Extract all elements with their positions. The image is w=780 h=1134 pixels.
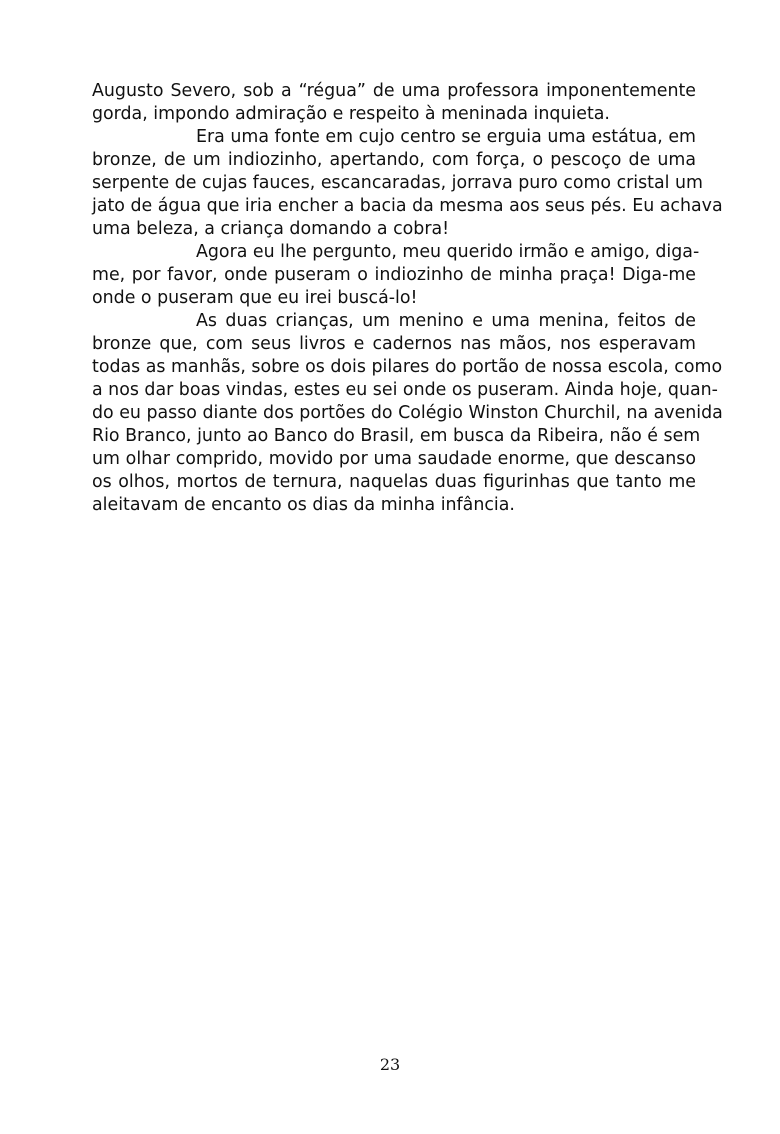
text-line: Rio Branco, junto ao Banco do Brasil, em busca da Ribeira, não é sem	[92, 426, 701, 446]
text-line: jato de água que iria encher a bacia da mesma aos seus pés. Eu achava	[92, 196, 723, 216]
text-line: um olhar comprido, movido por uma saudade enorme, que descanso	[92, 449, 696, 469]
text-line: gorda, impondo admiração e respeito à meninada inquieta.	[92, 104, 610, 124]
text-line: Era uma fonte em cujo centro se erguia uma estátua, em	[196, 127, 696, 147]
page-number: 23	[379, 1055, 401, 1074]
text-line: uma beleza, a criança domando a cobra!	[92, 219, 450, 239]
text-line: bronze, de um indiozinho, apertando, com força, o pescoço de uma	[92, 150, 696, 170]
text-line: aleitavam de encanto os dias da minha infância.	[92, 495, 515, 515]
text-line: As duas crianças, um menino e uma menina, feitos de	[196, 311, 696, 331]
text-line: do eu passo diante dos portões do Colégio Winston Churchil, na avenida	[92, 403, 723, 423]
text-line: onde o puseram que eu irei buscá-lo!	[92, 288, 418, 308]
text-line: Augusto Severo, sob a “régua” de uma professora imponentemente	[92, 81, 696, 101]
text-line: a nos dar boas vindas, estes eu sei onde os puseram. Ainda hoje, quan-	[92, 380, 718, 400]
text-line: serpente de cujas fauces, escancaradas, jorrava puro como cristal um	[92, 173, 703, 193]
text-line: me, por favor, onde puseram o indiozinho de minha praça! Diga-me	[92, 265, 696, 285]
text-line: todas as manhãs, sobre os dois pilares do portão de nossa escola, como	[92, 357, 723, 377]
text-line: os olhos, mortos de ternura, naquelas duas figurinhas que tanto me	[92, 472, 696, 492]
text-line: bronze que, com seus livros e cadernos nas mãos, nos esperavam	[92, 334, 696, 354]
text-line: Agora eu lhe pergunto, meu querido irmão e amigo, diga-	[196, 242, 700, 262]
body-text	[92, 80, 723, 517]
